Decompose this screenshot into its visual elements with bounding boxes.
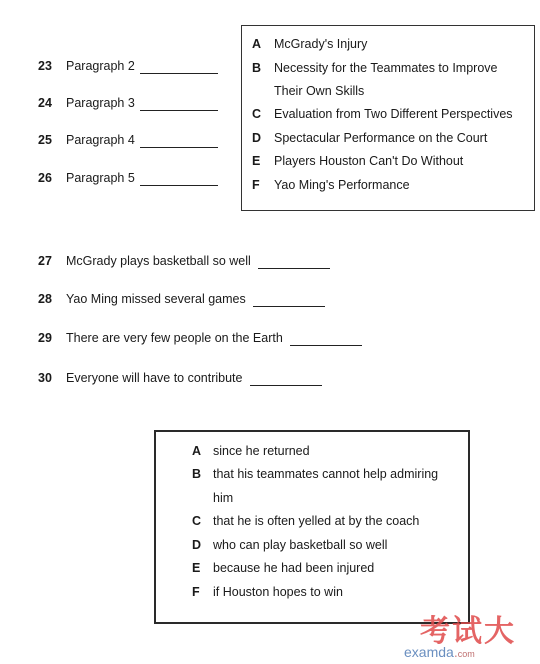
item-number: 24 [38, 96, 52, 110]
option-letter: F [192, 585, 200, 599]
option-text-cont: him [213, 491, 234, 505]
option-letter: A [192, 444, 202, 458]
answer-blank[interactable] [140, 59, 218, 74]
option-text: Evaluation from Two Different Perspectives [274, 107, 513, 121]
item-29-text: There are very few people on the Earth [66, 331, 362, 346]
item-23-label: Paragraph 2 [66, 59, 218, 74]
answer-blank[interactable] [258, 254, 330, 269]
item-30 [38, 371, 52, 385]
option-letter: D [252, 131, 262, 145]
option-text: who can play basketball so well [213, 538, 388, 552]
item-number: 25 [38, 133, 52, 147]
option-letter: B [192, 467, 202, 481]
option-text: that he is often yelled at by the coach [213, 514, 420, 528]
option-letter: C [252, 107, 262, 121]
item-26 [38, 171, 52, 185]
item-number: 23 [38, 59, 52, 73]
option-letter: E [192, 561, 201, 575]
option-letter: C [192, 514, 202, 528]
item-25 [38, 133, 52, 147]
option-text: Spectacular Performance on the Court [274, 131, 488, 145]
answer-blank[interactable] [253, 292, 325, 307]
option-text: Players Houston Can't Do Without [274, 154, 464, 168]
item-number: 27 [38, 254, 52, 268]
answer-blank[interactable] [290, 331, 362, 346]
item-23 [38, 59, 52, 73]
option-letter: A [252, 37, 262, 51]
item-number: 26 [38, 171, 52, 185]
option-text: if Houston hopes to win [213, 585, 343, 599]
item-number: 30 [38, 371, 52, 385]
option-text-cont: Their Own Skills [274, 84, 365, 98]
item-24 [38, 96, 52, 110]
item-27 [38, 254, 52, 268]
option-text: Necessity for the Teammates to Improve [274, 61, 498, 75]
item-28-text: Yao Ming missed several games [66, 292, 325, 307]
item-number: 29 [38, 331, 52, 345]
item-26-label: Paragraph 5 [66, 171, 218, 186]
item-25-label: Paragraph 4 [66, 133, 218, 148]
option-text: Yao Ming's Performance [274, 178, 410, 192]
option-text: McGrady's Injury [274, 37, 368, 51]
item-29 [38, 331, 52, 345]
option-letter: E [252, 154, 261, 168]
item-28 [38, 292, 52, 306]
option-text: because he had been injured [213, 561, 375, 575]
item-24-label: Paragraph 3 [66, 96, 218, 111]
option-text: that his teammates cannot help admiring [213, 467, 439, 481]
item-27-text: McGrady plays basketball so well [66, 254, 330, 269]
answer-blank[interactable] [140, 96, 218, 111]
option-text: since he returned [213, 444, 310, 458]
answer-blank[interactable] [140, 171, 218, 186]
watermark-text: examda.com [404, 644, 475, 660]
option-letter: B [252, 61, 262, 75]
watermark-logo: 考试大 [420, 615, 516, 648]
answer-blank[interactable] [250, 371, 322, 386]
answer-blank[interactable] [140, 133, 218, 148]
option-letter: D [192, 538, 202, 552]
option-letter: F [252, 178, 260, 192]
item-number: 28 [38, 292, 52, 306]
item-30-text: Everyone will have to contribute [66, 371, 322, 386]
